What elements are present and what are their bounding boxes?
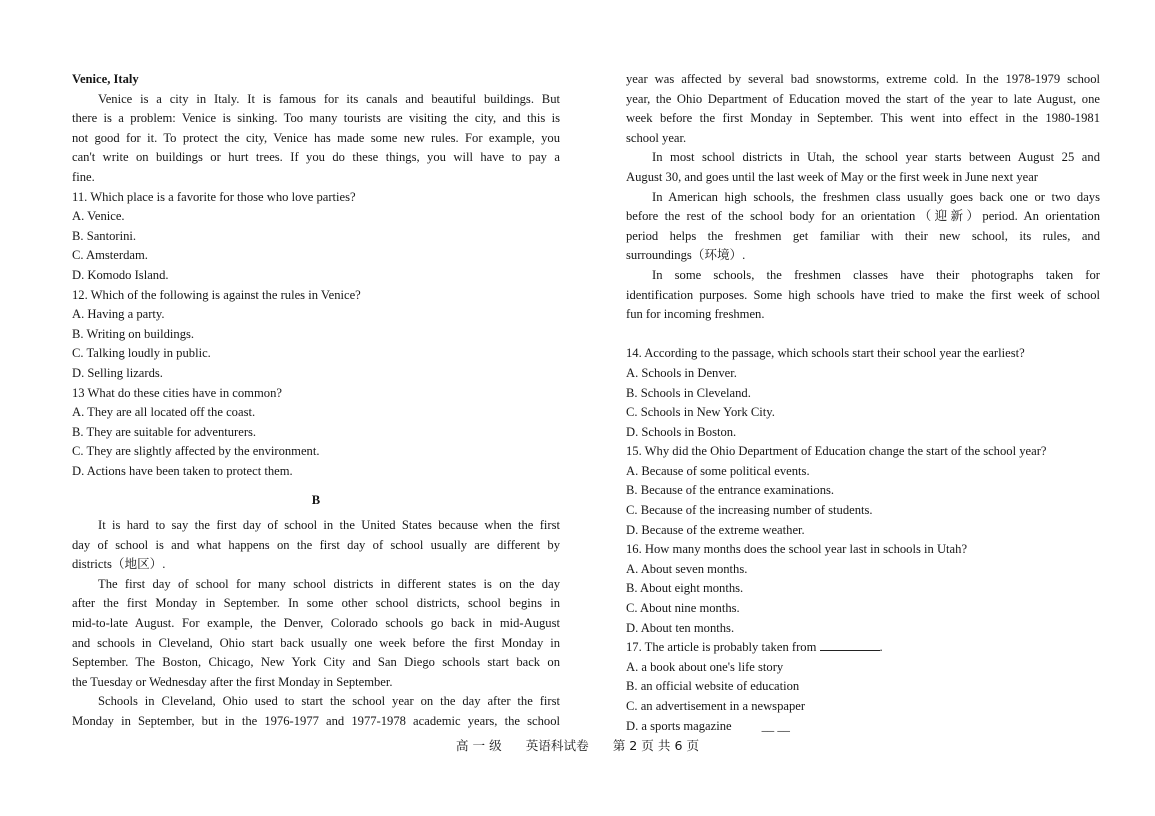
paragraph-line: mid-to-late August. For example, the Denver, Colorado schools go back in mid-August xyxy=(72,616,560,631)
question-suffix: . xyxy=(879,640,883,655)
answer-option: A. a book about one's life story xyxy=(626,659,784,674)
answer-blank xyxy=(820,638,880,651)
paragraph-line: and schools in Cleveland, Ohio start back usually one week before the first Monday in xyxy=(72,635,560,650)
paragraph-line: It is hard to say the first day of school in the United States because when the first xyxy=(98,518,560,533)
passage-heading: Venice, Italy xyxy=(72,72,139,86)
paragraph-line: Venice is a city in Italy. It is famous for its canals and beautiful buildings. But xyxy=(98,91,560,106)
answer-option: B. About eight months. xyxy=(626,581,744,596)
paragraph-line: school year. xyxy=(626,130,687,145)
question-stem: 17. The article is probably taken from . xyxy=(626,640,883,655)
paragraph-line: Monday in September, but in the 1976-1977 and 1977-1978 academic years, the school xyxy=(72,714,560,728)
paragraph-line: year, the Ohio Department of Education moved the start of the year to late August, one xyxy=(626,91,1100,106)
answer-option: D. Schools in Boston. xyxy=(626,424,737,439)
answer-option: C. Amsterdam. xyxy=(72,248,148,263)
answer-option: A. About seven months. xyxy=(626,561,748,576)
answer-option: B. Santorini. xyxy=(72,228,137,243)
answer-option: C. Talking loudly in public. xyxy=(72,346,211,361)
answer-option: B. They are suitable for adventurers. xyxy=(72,424,257,439)
paragraph-line: there is a problem: Venice is sinking. Too many tourists are visiting the city, and this is xyxy=(72,111,560,126)
footer-page-number: 第 2 页 共 6 页 xyxy=(612,738,700,753)
right-column xyxy=(626,70,1100,736)
paragraph-line: can't write on buildings or hurt trees. If you do these things, you will have to pay a xyxy=(72,150,560,165)
paragraph-line: In American high schools, the freshmen class usually goes back one or two days xyxy=(652,189,1100,204)
spacer xyxy=(626,325,1100,345)
paragraph-line: In some schools, the freshmen classes have their photographs taken for xyxy=(652,267,1100,282)
answer-option: A. Having a party. xyxy=(72,307,165,322)
answer-option: C. Because of the increasing number of students. xyxy=(626,503,873,518)
answer-option: C. About nine months. xyxy=(626,601,740,616)
answer-option: A. Venice. xyxy=(72,209,125,224)
answer-option: D. Komodo Island. xyxy=(72,267,169,282)
answer-option: C. They are slightly affected by the environment. xyxy=(72,444,320,459)
answer-option: B. Because of the entrance examinations. xyxy=(626,483,835,498)
answer-option: D. Actions have been taken to protect them. xyxy=(72,463,293,478)
footer-grade: 高 一 级 xyxy=(455,738,502,753)
right-questions xyxy=(626,344,1100,736)
left-column xyxy=(72,70,560,732)
answer-option: B. Schools in Cleveland. xyxy=(626,385,751,400)
paragraph-line: August 30, and goes until the last week of May or the first week in June next year xyxy=(626,169,1038,184)
question-stem: 11. Which place is a favorite for those who love parties? xyxy=(72,189,356,204)
question-stem: 14. According to the passage, which schools start their school year the earliest? xyxy=(626,346,1025,361)
paragraph-line: fine. xyxy=(72,169,95,184)
paragraph-line: identification purposes. Some high schools have tried to make the first week of school xyxy=(626,287,1100,302)
venice-paragraph xyxy=(72,90,560,188)
footer-subject: 英语科试卷 xyxy=(525,738,589,753)
section-b-title: B xyxy=(311,493,321,508)
answer-option: B. Writing on buildings. xyxy=(72,326,195,341)
question-stem: 15. Why did the Ohio Department of Education change the start of the school year? xyxy=(626,444,1047,459)
paragraph-line: surroundings（环境）. xyxy=(626,248,746,263)
paragraph-line: September. The Boston, Chicago, New York City and San Diego schools start back on xyxy=(72,655,560,670)
answer-option: D. Because of the extreme weather. xyxy=(626,522,805,537)
paragraph-line: not good for it. To protect the city, Venice has made some new rules. For example, you xyxy=(72,130,560,145)
paragraph-line: year was affected by several bad snowstorms, extreme cold. In the 1978-1979 school xyxy=(626,72,1100,86)
paragraph-line: In most school districts in Utah, the school year starts between August 25 and xyxy=(652,150,1100,165)
question-stem: 13 What do these cities have in common? xyxy=(72,385,282,400)
answer-option: C. Schools in New York City. xyxy=(626,405,775,420)
passage-b xyxy=(72,516,560,732)
left-questions xyxy=(72,188,560,482)
paragraph-line: period helps the freshmen get familiar with their new school, its rules, and xyxy=(626,228,1100,243)
question-stem: 16. How many months does the school year last in schools in Utah? xyxy=(626,542,968,557)
paragraph-line: before the rest of the school body for an orientation（迎新）period. An orientation xyxy=(626,209,1100,224)
passage-b-continued xyxy=(626,70,1100,325)
answer-option: D. About ten months. xyxy=(626,620,735,635)
answer-option: C. an advertisement in a newspaper xyxy=(626,699,806,713)
paragraph-line: Schools in Cleveland, Ohio used to start the school year on the day after the first xyxy=(98,694,560,709)
answer-option: D. Selling lizards. xyxy=(72,365,163,380)
paragraph-line: week before the first Monday in September. This went into effect in the 1980-1981 xyxy=(626,111,1100,126)
paragraph-line: The first day of school for many school districts in different states is on the day xyxy=(98,576,560,591)
page-footer xyxy=(0,735,1155,754)
paragraph-line: fun for incoming freshmen. xyxy=(626,307,765,322)
stray-mark: __ __ xyxy=(761,718,790,733)
answer-option: A. Because of some political events. xyxy=(626,463,810,478)
paragraph-line: districts（地区）. xyxy=(72,557,166,572)
answer-option: B. an official website of education xyxy=(626,679,800,694)
paragraph-line: after the first Monday in September. In some other school districts, school begins in xyxy=(72,596,560,611)
paragraph-line: day of school is and what happens on the first day of school usually are different by xyxy=(72,537,560,552)
paragraph-line: the Tuesday or Wednesday after the first Monday in September. xyxy=(72,674,393,689)
answer-option: A. Schools in Denver. xyxy=(626,365,737,380)
question-stem: 12. Which of the following is against the rules in Venice? xyxy=(72,287,361,302)
answer-option: D. a sports magazine __ __ xyxy=(626,717,1100,737)
answer-option: A. They are all located off the coast. xyxy=(72,405,256,420)
